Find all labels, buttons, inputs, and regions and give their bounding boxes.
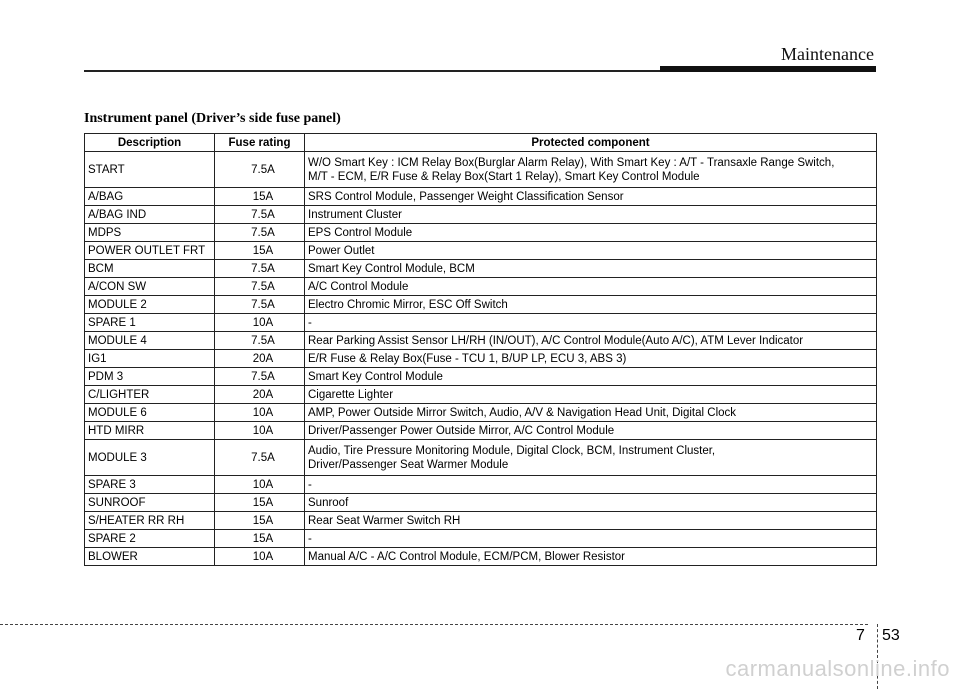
protected-component-line: Audio, Tire Pressure Monitoring Module, Digital Clock, BCM, Instrument Cluster, bbox=[308, 444, 716, 457]
fuse-rating: 15A bbox=[215, 494, 305, 512]
protected-component bbox=[305, 152, 877, 188]
protected-component bbox=[305, 494, 877, 512]
table-row bbox=[85, 332, 877, 350]
protected-component-line: - bbox=[308, 478, 312, 491]
fuse-description: MODULE 3 bbox=[85, 440, 215, 476]
fuse-description: MODULE 6 bbox=[85, 404, 215, 422]
fuse-rating: 7.5A bbox=[215, 260, 305, 278]
fuse-table bbox=[84, 133, 877, 566]
footer-rule bbox=[0, 624, 868, 625]
protected-component bbox=[305, 314, 877, 332]
fuse-description: SPARE 1 bbox=[85, 314, 215, 332]
header-rule-thick bbox=[660, 66, 876, 72]
fuse-rating: 15A bbox=[215, 512, 305, 530]
table-row bbox=[85, 188, 877, 206]
protected-component bbox=[305, 530, 877, 548]
table-row bbox=[85, 494, 877, 512]
protected-component bbox=[305, 260, 877, 278]
fuse-rating: 7.5A bbox=[215, 224, 305, 242]
protected-component bbox=[305, 332, 877, 350]
table-row bbox=[85, 368, 877, 386]
fuse-rating: 20A bbox=[215, 350, 305, 368]
fuse-rating: 20A bbox=[215, 386, 305, 404]
fuse-description: A/BAG IND bbox=[85, 206, 215, 224]
protected-component-line: Electro Chromic Mirror, ESC Off Switch bbox=[308, 298, 508, 311]
fuse-rating: 10A bbox=[215, 422, 305, 440]
protected-component-line: Smart Key Control Module, BCM bbox=[308, 262, 475, 275]
protected-component bbox=[305, 368, 877, 386]
protected-component bbox=[305, 224, 877, 242]
fuse-description: MODULE 4 bbox=[85, 332, 215, 350]
table-row bbox=[85, 530, 877, 548]
table-row bbox=[85, 512, 877, 530]
protected-component-line: E/R Fuse & Relay Box(Fuse - TCU 1, B/UP LP, ECU 3, ABS 3) bbox=[308, 352, 627, 365]
protected-component-line: Power Outlet bbox=[308, 244, 375, 257]
fuse-description: A/CON SW bbox=[85, 278, 215, 296]
fuse-rating: 10A bbox=[215, 404, 305, 422]
fuse-rating: 10A bbox=[215, 548, 305, 566]
protected-component bbox=[305, 476, 877, 494]
protected-component-line: Rear Parking Assist Sensor LH/RH (IN/OUT), A/C Control Module(Auto A/C), ATM Lever Indicator bbox=[308, 334, 804, 347]
fuse-description: BLOWER bbox=[85, 548, 215, 566]
chapter-number: 7 bbox=[856, 627, 865, 644]
fuse-rating: 10A bbox=[215, 476, 305, 494]
fuse-rating: 15A bbox=[215, 242, 305, 260]
protected-component-line: SRS Control Module, Passenger Weight Classification Sensor bbox=[308, 190, 624, 203]
fuse-description: BCM bbox=[85, 260, 215, 278]
protected-component-line: A/C Control Module bbox=[308, 280, 409, 293]
fuse-description: A/BAG bbox=[85, 188, 215, 206]
protected-component bbox=[305, 440, 877, 476]
fuse-description: PDM 3 bbox=[85, 368, 215, 386]
protected-component-line: M/T - ECM, E/R Fuse & Relay Box(Start 1 Relay), Smart Key Control Module bbox=[308, 170, 700, 183]
table-row bbox=[85, 278, 877, 296]
table-row bbox=[85, 350, 877, 368]
protected-component bbox=[305, 296, 877, 314]
table-row bbox=[85, 206, 877, 224]
fuse-rating: 7.5A bbox=[215, 296, 305, 314]
table-row bbox=[85, 314, 877, 332]
protected-component bbox=[305, 512, 877, 530]
fuse-rating: 7.5A bbox=[215, 206, 305, 224]
protected-component bbox=[305, 404, 877, 422]
protected-component bbox=[305, 422, 877, 440]
protected-component-line: Driver/Passenger Power Outside Mirror, A/C Control Module bbox=[308, 424, 615, 437]
fuse-rating: 7.5A bbox=[215, 278, 305, 296]
column-header-description: Description bbox=[85, 134, 215, 152]
fuse-description: START bbox=[85, 152, 215, 188]
protected-component-line: Sunroof bbox=[308, 496, 349, 509]
fuse-description: MODULE 2 bbox=[85, 296, 215, 314]
protected-component bbox=[305, 206, 877, 224]
fuse-description: SUNROOF bbox=[85, 494, 215, 512]
protected-component-line: Manual A/C - A/C Control Module, ECM/PCM, Blower Resistor bbox=[308, 550, 625, 563]
fuse-rating: 15A bbox=[215, 530, 305, 548]
protected-component-line: Smart Key Control Module bbox=[308, 370, 443, 383]
protected-component-line: Driver/Passenger Seat Warmer Module bbox=[308, 458, 509, 471]
protected-component bbox=[305, 188, 877, 206]
column-header-fuse-rating: Fuse rating bbox=[215, 134, 305, 152]
fuse-description: POWER OUTLET FRT bbox=[85, 242, 215, 260]
page-number: 53 bbox=[882, 627, 900, 644]
column-header-protected-component: Protected component bbox=[305, 134, 877, 152]
table-row bbox=[85, 422, 877, 440]
fuse-rating: 7.5A bbox=[215, 440, 305, 476]
protected-component bbox=[305, 242, 877, 260]
protected-component bbox=[305, 278, 877, 296]
protected-component bbox=[305, 386, 877, 404]
table-row bbox=[85, 224, 877, 242]
table-row bbox=[85, 386, 877, 404]
table-row bbox=[85, 260, 877, 278]
protected-component-line: EPS Control Module bbox=[308, 226, 413, 239]
table-row bbox=[85, 242, 877, 260]
section-header-title: Maintenance bbox=[781, 44, 874, 64]
protected-component-line: Rear Seat Warmer Switch RH bbox=[308, 514, 461, 527]
protected-component-line: - bbox=[308, 316, 312, 329]
header-rule-thin bbox=[84, 70, 664, 72]
watermark-text: carmanualsonline.info bbox=[725, 656, 950, 681]
fuse-table-body bbox=[85, 152, 877, 566]
table-row bbox=[85, 152, 877, 188]
fuse-rating: 7.5A bbox=[215, 332, 305, 350]
fuse-rating: 10A bbox=[215, 314, 305, 332]
fuse-rating: 15A bbox=[215, 188, 305, 206]
table-row bbox=[85, 404, 877, 422]
fuse-description: SPARE 2 bbox=[85, 530, 215, 548]
fuse-panel-title: Instrument panel (Driver’s side fuse panel) bbox=[84, 111, 341, 126]
fuse-description: SPARE 3 bbox=[85, 476, 215, 494]
protected-component-line: Instrument Cluster bbox=[308, 208, 402, 221]
fuse-description: S/HEATER RR RH bbox=[85, 512, 215, 530]
fuse-rating: 7.5A bbox=[215, 152, 305, 188]
fuse-description: C/LIGHTER bbox=[85, 386, 215, 404]
table-row bbox=[85, 440, 877, 476]
protected-component bbox=[305, 350, 877, 368]
table-row bbox=[85, 476, 877, 494]
fuse-description: MDPS bbox=[85, 224, 215, 242]
fuse-table-header-row bbox=[85, 134, 877, 152]
protected-component-line: - bbox=[308, 532, 312, 545]
protected-component-line: Cigarette Lighter bbox=[308, 388, 394, 401]
fuse-description: HTD MIRR bbox=[85, 422, 215, 440]
table-row bbox=[85, 296, 877, 314]
fuse-rating: 7.5A bbox=[215, 368, 305, 386]
protected-component-line: W/O Smart Key : ICM Relay Box(Burglar Alarm Relay), With Smart Key : A/T - Transaxle Range Switch, bbox=[308, 156, 835, 169]
fuse-description: IG1 bbox=[85, 350, 215, 368]
protected-component-line: AMP, Power Outside Mirror Switch, Audio, A/V & Navigation Head Unit, Digital Clock bbox=[308, 406, 737, 419]
table-row bbox=[85, 548, 877, 566]
protected-component bbox=[305, 548, 877, 566]
